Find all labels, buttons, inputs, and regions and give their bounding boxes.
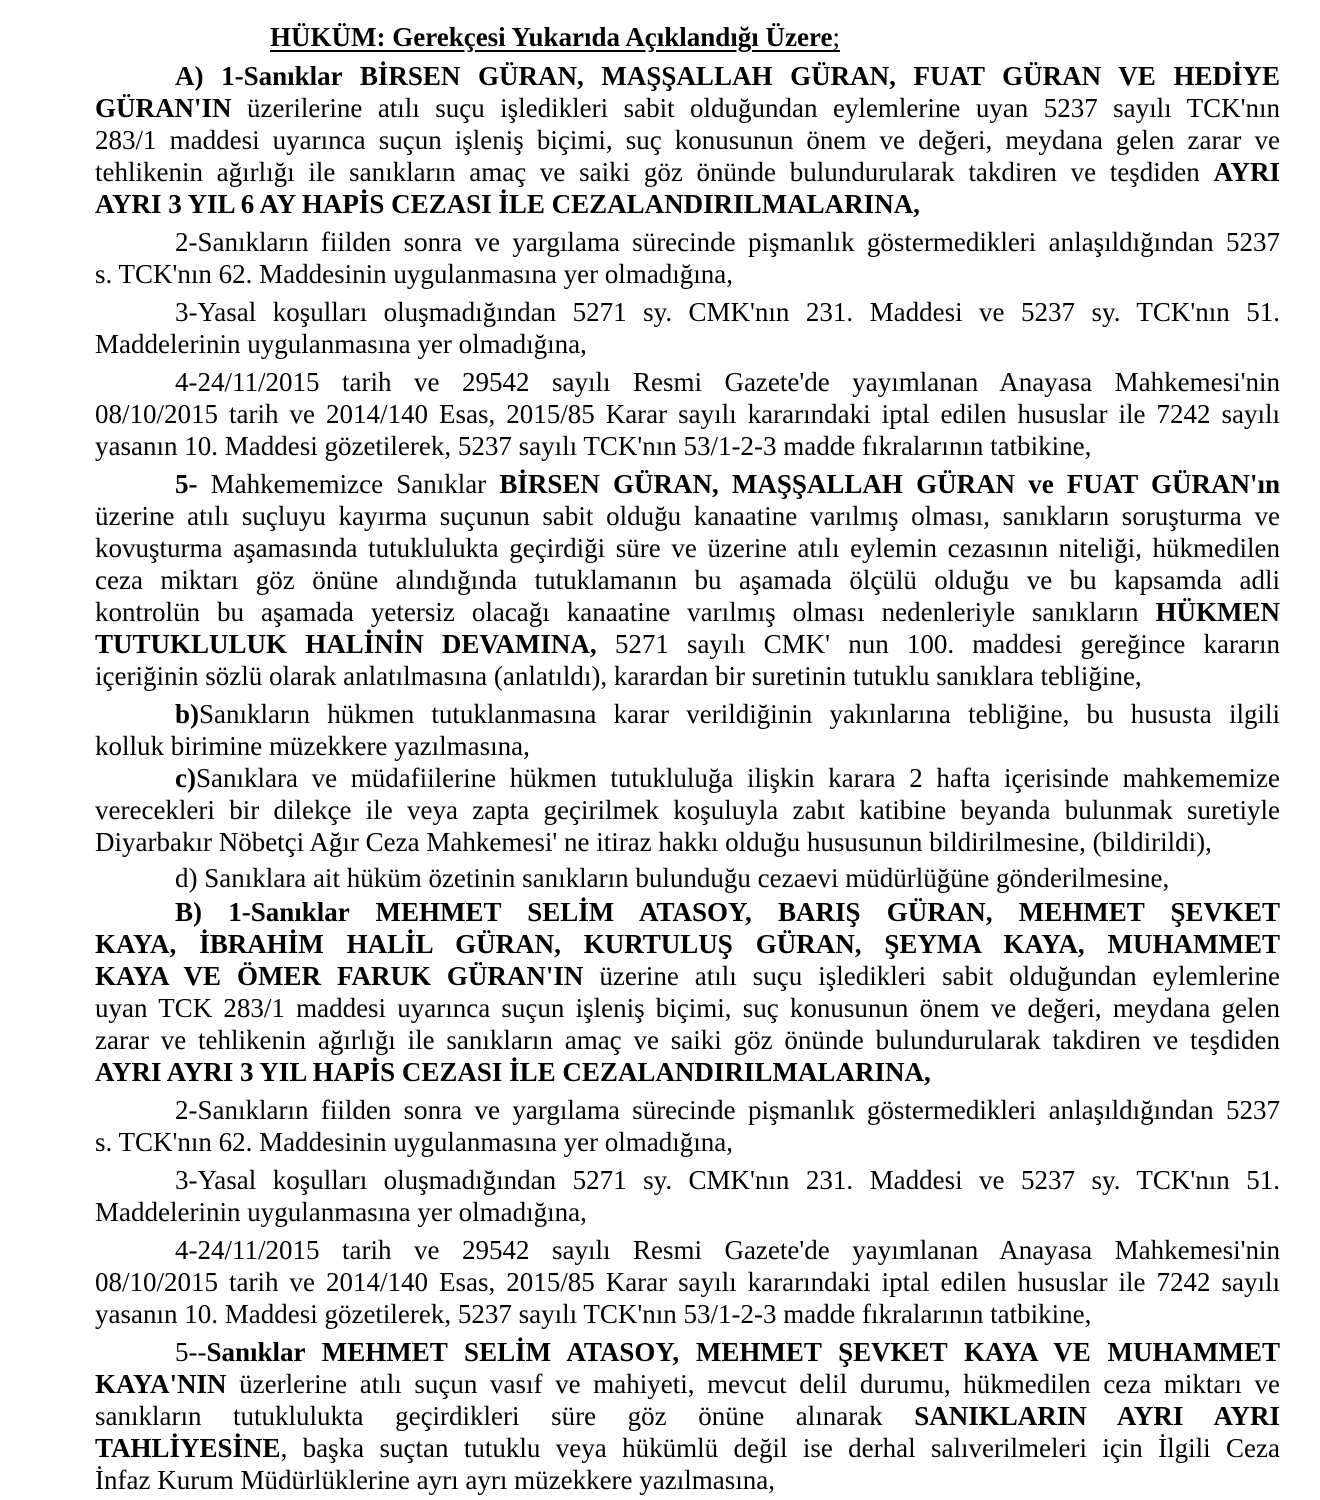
- text-segment: uyan TCK 283/1 maddesi uyarınca suçun işleniş biçimi, suç konusunun önem ve değeri, meydana gelen: [95, 993, 1280, 1023]
- bold-text-segment: TUTUKLULUK HALİNİN DEVAMINA,: [95, 629, 597, 659]
- text-segment: 08/10/2015 tarih ve 2014/140 Esas, 2015/85 Karar sayılı kararındaki iptal edilen hususlar ile 7242 sayılı: [95, 1267, 1280, 1297]
- text-line: [175, 60, 1280, 92]
- bold-text-segment: SANIKLARIN AYRI AYRI: [914, 1401, 1280, 1431]
- title-suffix: ;: [832, 22, 840, 52]
- text-line: [175, 1336, 1280, 1368]
- text-segment: Maddelerinin uygulanmasına yer olmadığına,: [95, 329, 587, 359]
- text-segment: yasanın 10. Maddesi gözetilerek, 5237 sayılı TCK'nın 53/1-2-3 madde fıkralarının tatbikine,: [95, 1299, 1092, 1329]
- text-segment: 08/10/2015 tarih ve 2014/140 Esas, 2015/85 Karar sayılı kararındaki iptal edilen hususlar ile 7242 sayılı: [95, 399, 1280, 429]
- text-line: [95, 500, 1280, 532]
- text-segment: üzerine atılı suçluyu kayırma suçunun sabit olduğu kanaatine varılmış olması, sanıkların soruşturma ve: [95, 501, 1280, 531]
- page-title: [270, 22, 840, 52]
- text-line: [95, 328, 1280, 360]
- text-segment: Diyarbakır Nöbetçi Ağır Ceza Mahkemesi' ne itiraz hakkı olduğu hususunun bildirilmesine, (bildirildi),: [95, 827, 1212, 857]
- text-segment: Sanıkların hükmen tutuklanmasına karar verildiğinin yakınlarına tebliğine, bu hususta ilgili: [199, 699, 1280, 729]
- text-line: [95, 1126, 1280, 1158]
- text-segment: 5271 sayılı CMK' nun 100. maddesi gereğince kararın: [596, 629, 1280, 659]
- bold-text-segment: c): [175, 763, 196, 793]
- text-segment: 4-24/11/2015 tarih ve 29542 sayılı Resmi Gazete'de yayımlanan Anayasa Mahkemesi'nin: [175, 1235, 1280, 1265]
- text-line: [175, 862, 1280, 894]
- text-line: [95, 628, 1280, 660]
- text-line: [175, 226, 1280, 258]
- text-line: [175, 698, 1280, 730]
- text-line: [95, 826, 1280, 858]
- text-line: [175, 762, 1280, 794]
- text-segment: ceza miktarı göz önüne alındığında tutuklamanın bu aşamada ölçülü olduğu ve bu kapsamda adli: [95, 565, 1280, 595]
- text-line: [95, 1400, 1280, 1432]
- text-line: [95, 564, 1280, 596]
- text-line: [95, 928, 1280, 960]
- text-segment: üzerine atılı suçu işledikleri sabit olduğundan eylemlerine: [583, 961, 1280, 991]
- text-segment: tehlikenin ağırlığı ile sanıkların amaç ve saiki göz önünde bulundurularak takdiren ve teşdiden: [95, 157, 1214, 187]
- text-segment: verecekleri bir dilekçe ile veya zapta geçirilmek koşuluyla zabıt katibine beyanda bulunmak suretiyle: [95, 795, 1280, 825]
- text-line: [175, 896, 1280, 928]
- text-line: [95, 258, 1280, 290]
- text-line: [95, 156, 1280, 188]
- text-line: [95, 596, 1280, 628]
- text-line: [175, 1094, 1280, 1126]
- text-segment: 283/1 maddesi uyarınca suçun işleniş biçimi, suç konusunun önem ve değeri, meydana gelen zarar ve: [95, 125, 1280, 155]
- text-segment: üzerlerine atılı suçun vasıf ve mahiyeti, mevcut delil durumu, hükmedilen ceza miktarı ve: [226, 1369, 1280, 1399]
- text-line: [95, 1056, 1280, 1088]
- bold-text-segment: 5-: [175, 469, 198, 499]
- text-segment: zarar ve tehlikenin ağırlığı ile sanıkların amaç ve saiki göz önünde bulundurularak takdiren ve teşdiden: [95, 1025, 1280, 1055]
- text-line: [95, 660, 1280, 692]
- bold-text-segment: AYRI 3 YIL 6 AY HAPİS CEZASI İLE CEZALANDIRILMALARINA,: [95, 189, 920, 219]
- text-segment: d) Sanıklara ait hüküm özetinin sanıkların bulunduğu cezaevi müdürlüğüne gönderilmesine,: [175, 863, 1170, 893]
- text-line: [95, 398, 1280, 430]
- text-segment: içeriğinin sözlü olarak anlatılmasına (anlatıldı), karardan bir suretinin tutuklu sanıklara tebliğine,: [95, 661, 1142, 691]
- text-line: [175, 1234, 1280, 1266]
- text-segment: sanıkların tutuklulukta geçirdikleri süre göz önüne alınarak: [95, 1401, 915, 1431]
- text-segment: 2-Sanıkların fiilden sonra ve yargılama sürecinde pişmanlık göstermedikleri anlaşıldığından 5237: [175, 1095, 1280, 1125]
- bold-text-segment: TAHLİYESİNE: [95, 1433, 281, 1463]
- bold-text-segment: KAYA'NIN: [95, 1369, 227, 1399]
- text-segment: kontrolün bu aşamada yetersiz olacağı kanaatine varılmış olması nedenleriyle sanıkların: [95, 597, 1156, 627]
- text-line: [175, 468, 1280, 500]
- text-line: [175, 296, 1280, 328]
- text-line: [175, 1164, 1280, 1196]
- title-text: HÜKÜM: Gerekçesi Yukarıda Açıklandığı Üzere: [270, 22, 833, 52]
- text-segment: 4-24/11/2015 tarih ve 29542 sayılı Resmi Gazete'de yayımlanan Anayasa Mahkemesi'nin: [175, 367, 1280, 397]
- bold-text-segment: AYRI AYRI 3 YIL HAPİS CEZASI İLE CEZALANDIRILMALARINA,: [95, 1057, 931, 1087]
- bold-text-segment: KAYA VE ÖMER FARUK GÜRAN'IN: [95, 961, 584, 991]
- text-segment: 3-Yasal koşulları oluşmadığından 5271 sy. CMK'nın 231. Maddesi ve 5237 sy. TCK'nın 51.: [175, 1165, 1280, 1195]
- bold-text-segment: KAYA, İBRAHİM HALİL GÜRAN, KURTULUŞ GÜRAN, ŞEYMA KAYA, MUHAMMET: [95, 929, 1280, 959]
- bold-text-segment: GÜRAN'IN: [95, 93, 232, 123]
- text-segment: Mahkememizce Sanıklar: [197, 469, 500, 499]
- text-line: [175, 366, 1280, 398]
- text-segment: İnfaz Kurum Müdürlüklerine ayrı ayrı müzekkere yazılmasına,: [95, 1465, 775, 1495]
- text-line: [95, 1024, 1280, 1056]
- text-line: [95, 188, 1280, 220]
- text-line: [95, 794, 1280, 826]
- text-segment: kovuşturma aşamasında tutuklulukta geçirdiği süre ve üzerine atılı eylemin cezasının niteliği, hükmedilen: [95, 533, 1280, 563]
- text-segment: 5--: [175, 1337, 207, 1367]
- bold-text-segment: HÜKMEN: [1155, 597, 1280, 627]
- bold-text-segment: Sanıklar MEHMET SELİM ATASOY, MEHMET ŞEVKET KAYA VE MUHAMMET: [206, 1337, 1280, 1367]
- text-segment: , başka suçtan tutuklu veya hükümlü değil ise derhal salıverilmeleri için İlgili Ceza: [280, 1433, 1280, 1463]
- text-line: [95, 992, 1280, 1024]
- bold-text-segment: b): [175, 699, 200, 729]
- text-line: [95, 730, 1280, 762]
- text-line: [95, 960, 1280, 992]
- bold-text-segment: AYRI: [1213, 157, 1280, 187]
- bold-text-segment: B) 1-Sanıklar MEHMET SELİM ATASOY, BARIŞ GÜRAN, MEHMET ŞEVKET: [175, 897, 1280, 927]
- text-segment: yasanın 10. Maddesi gözetilerek, 5237 sayılı TCK'nın 53/1-2-3 madde fıkralarının tatbikine,: [95, 431, 1092, 461]
- text-line: [95, 1432, 1280, 1464]
- text-line: [95, 92, 1280, 124]
- bold-text-segment: A) 1-Sanıklar BİRSEN GÜRAN, MAŞŞALLAH GÜRAN, FUAT GÜRAN VE HEDİYE: [175, 61, 1280, 91]
- text-segment: üzerilerine atılı suçu işledikleri sabit olduğundan eylemlerine uyan 5237 sayılı TCK'nın: [231, 93, 1280, 123]
- text-line: [95, 1196, 1280, 1228]
- text-segment: s. TCK'nın 62. Maddesinin uygulanmasına yer olmadığına,: [95, 259, 734, 289]
- text-segment: Maddelerinin uygulanmasına yer olmadığına,: [95, 1197, 587, 1227]
- text-line: [95, 1368, 1280, 1400]
- text-line: [95, 1298, 1280, 1330]
- text-line: [95, 430, 1280, 462]
- text-line: [95, 532, 1280, 564]
- text-segment: s. TCK'nın 62. Maddesinin uygulanmasına yer olmadığına,: [95, 1127, 734, 1157]
- bold-text-segment: BİRSEN GÜRAN, MAŞŞALLAH GÜRAN ve FUAT GÜRAN'ın: [499, 469, 1280, 499]
- text-line: [95, 124, 1280, 156]
- text-segment: 2-Sanıkların fiilden sonra ve yargılama sürecinde pişmanlık göstermedikleri anlaşıldığından 5237: [175, 227, 1280, 257]
- text-line: [95, 1464, 1280, 1496]
- text-segment: Sanıklara ve müdafiilerine hükmen tutukluluğa ilişkin karara 2 hafta içerisinde mahkememize: [195, 763, 1280, 793]
- text-segment: kolluk birimine müzekkere yazılmasına,: [95, 731, 530, 761]
- text-line: [95, 1266, 1280, 1298]
- text-segment: 3-Yasal koşulları oluşmadığından 5271 sy. CMK'nın 231. Maddesi ve 5237 sy. TCK'nın 51.: [175, 297, 1280, 327]
